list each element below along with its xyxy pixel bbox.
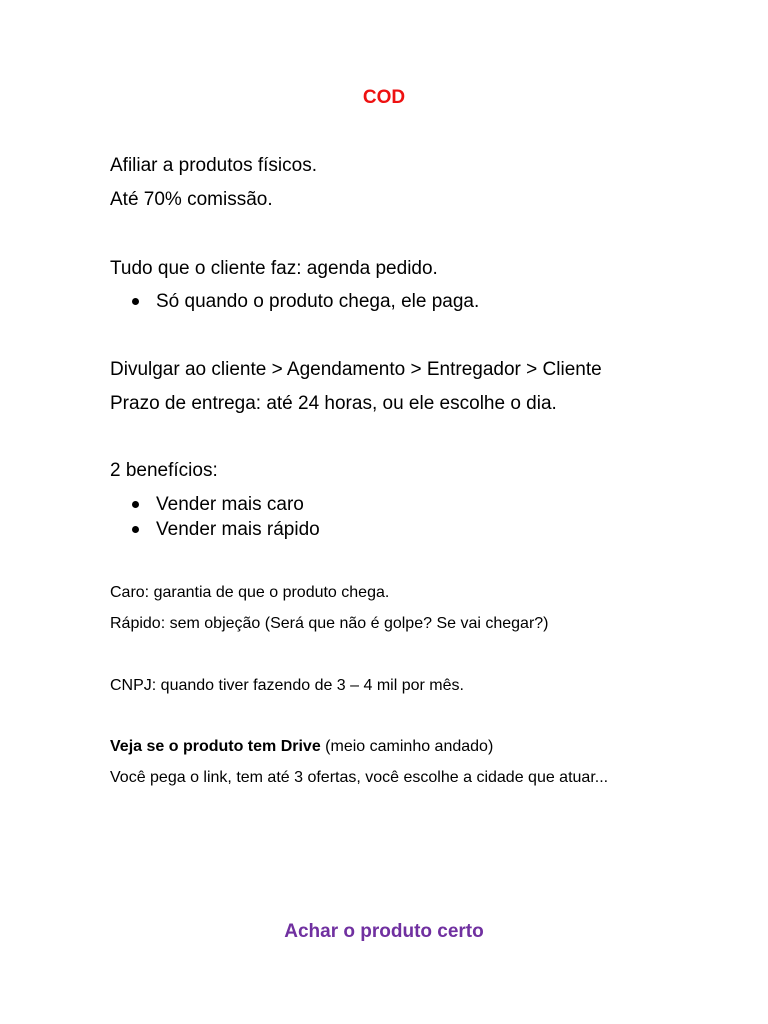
drive-bold-text: Veja se o produto tem Drive [110,738,321,755]
drive-rest-text: (meio caminho andado) [320,738,494,755]
intro-line-2: Até 70% comissão. [110,189,273,210]
flow-line-1: Divulgar ao cliente > Agendamento > Entregador > Cliente [110,359,602,380]
flow-line-2: Prazo de entrega: até 24 horas, ou ele escolhe o dia. [110,393,557,414]
section-title-achar-produto: Achar o produto certo [284,921,484,942]
detail-caro: Caro: garantia de que o produto chega. [110,584,390,601]
benefits-heading: 2 benefícios: [110,460,218,481]
intro-line-1: Afiliar a produtos físicos. [110,155,317,176]
document-title: COD [362,87,406,108]
process-heading: Tudo que o cliente faz: agenda pedido. [110,258,438,279]
bullet-marker [132,518,142,528]
detail-rapido: Rápido: sem objeção (Será que não é golpe? Se vai chegar?) [110,615,549,632]
benefit-item-1: Vender mais caro [156,494,304,515]
drive-line [110,736,650,757]
detail-cnpj: CNPJ: quando tiver fazendo de 3 – 4 mil por mês. [110,677,464,694]
bullet-marker [132,493,142,503]
process-bullet-1: Só quando o produto chega, ele paga. [156,291,480,312]
benefit-item-2: Vender mais rápido [156,519,320,540]
bullet-marker [132,290,142,300]
drive-paragraph: Você pega o link, tem até 3 ofertas, você escolhe a cidade que atuar... [110,769,609,786]
